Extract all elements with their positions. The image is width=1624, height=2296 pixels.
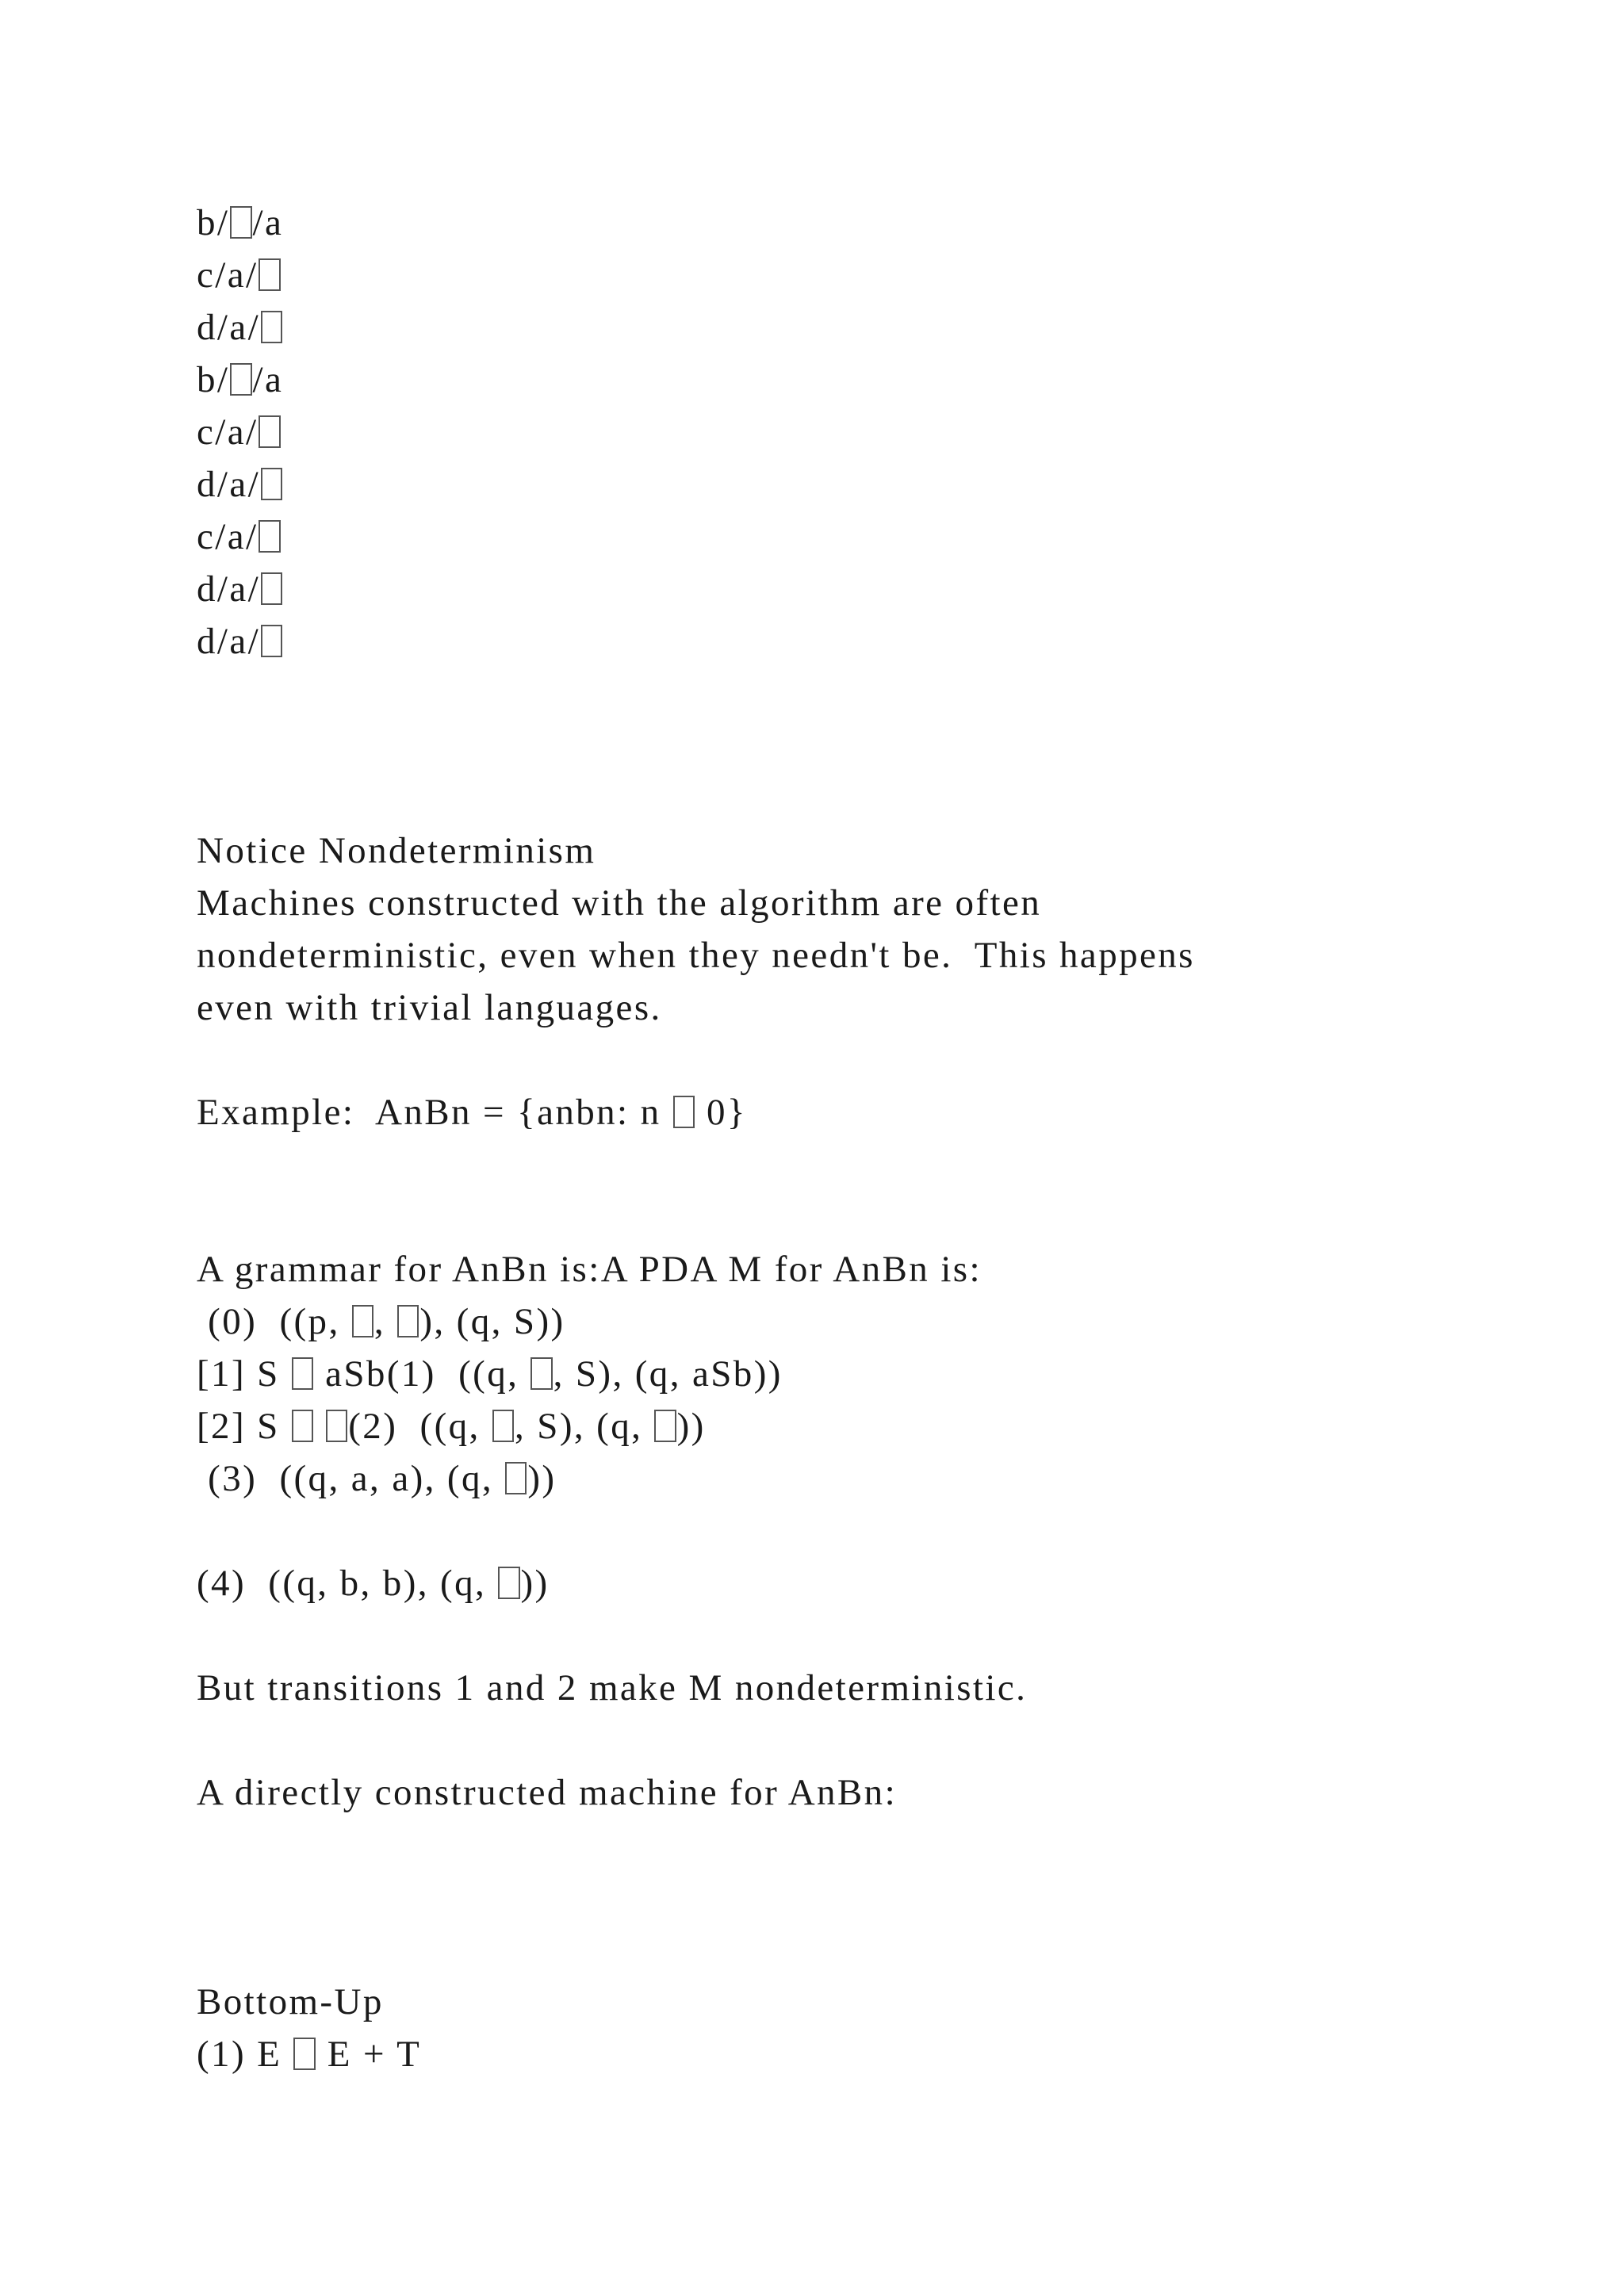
missing-glyph-box xyxy=(498,1567,519,1598)
transition-label: d/a/ xyxy=(197,458,283,511)
missing-glyph-box xyxy=(293,2038,315,2069)
transition-label: d/a/ xyxy=(197,615,283,668)
missing-glyph-box xyxy=(292,1410,313,1441)
missing-glyph-box xyxy=(230,363,251,395)
missing-glyph-box xyxy=(259,415,280,447)
grammar-rule: [1] S aSb(1) ((q, , S), (q, aSb)) xyxy=(197,1353,783,1395)
transition-label: b/ /a xyxy=(197,359,284,400)
transition-label: b/ /a xyxy=(197,202,284,243)
paragraph-line: even with trivial languages. xyxy=(197,987,662,1028)
missing-glyph-box xyxy=(261,625,282,656)
missing-glyph-box xyxy=(261,468,282,499)
grammar-rule: (3) ((q, a, a), (q, )) xyxy=(197,1458,557,1499)
section-heading: Bottom-Up xyxy=(197,1981,384,2022)
example-line: Example: AnBn = {anbn: n 0} xyxy=(197,1092,747,1133)
paragraph-line: Machines constructed with the algorithm are often xyxy=(197,882,1042,924)
missing-glyph-box xyxy=(673,1096,695,1127)
transition-label: d/a/ xyxy=(197,563,283,615)
grammar-heading: A grammar for AnBn is:A PDA M for AnBn is: xyxy=(197,1249,982,1290)
missing-glyph-box xyxy=(326,1410,347,1441)
missing-glyph-box xyxy=(261,311,282,342)
missing-glyph-box xyxy=(259,258,280,290)
missing-glyph-box xyxy=(259,520,280,552)
production-rule: (1) E E + T xyxy=(197,2034,422,2075)
missing-glyph-box xyxy=(261,572,282,604)
grammar-rule: [2] S (2) ((q, , S), (q, )) xyxy=(197,1406,706,1447)
missing-glyph-box xyxy=(505,1462,527,1494)
section-heading: Notice Nondeterminism xyxy=(197,830,596,871)
missing-glyph-box xyxy=(530,1357,552,1389)
missing-glyph-box xyxy=(292,1357,313,1389)
grammar-rule: (4) ((q, b, b), (q, )) xyxy=(197,1563,550,1604)
missing-glyph-box xyxy=(492,1410,514,1441)
missing-glyph-box xyxy=(230,206,251,238)
missing-glyph-box xyxy=(397,1305,419,1337)
transition-label: d/a/ xyxy=(197,301,283,354)
transition-label: c/a/ xyxy=(197,249,282,301)
nondeterminism-note: But transitions 1 and 2 make M nondeterministic. xyxy=(197,1667,1028,1709)
missing-glyph-box xyxy=(352,1305,373,1337)
transition-label: c/a/ xyxy=(197,511,282,563)
direct-machine-note: A directly constructed machine for AnBn: xyxy=(197,1772,898,1813)
transition-label: c/a/ xyxy=(197,406,282,458)
paragraph-line: nondeterministic, even when they needn't be. This happens xyxy=(197,935,1195,976)
grammar-rule: (0) ((p, , ), (q, S)) xyxy=(197,1301,565,1342)
missing-glyph-box xyxy=(654,1410,676,1441)
